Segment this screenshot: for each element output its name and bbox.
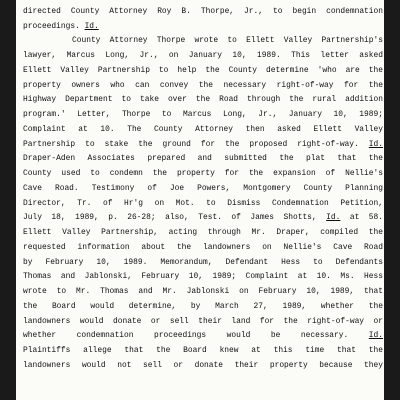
text-line: July 18, 1989, p. 26-28; also, Test. of James Shotts, Id. at 58. xyxy=(23,213,383,223)
text-line: program.' Letter, Thorpe to Marcus Long, Jr., January 10, 1989; xyxy=(23,110,383,119)
text-line: whether condemnation proceedings would be necessary. Id. xyxy=(23,331,383,341)
citation-id: Id. xyxy=(326,213,341,223)
text-line: Ellett Valley Partnership, acting through Mr. Draper, compiled the xyxy=(23,228,383,237)
text-line: wrote to Mr. Thomas and Mr. Jablonski on February 10, 1989, that xyxy=(23,287,383,296)
text-line: proceedings. Id. xyxy=(23,21,99,31)
document-page xyxy=(16,0,384,400)
text-line: County Attorney Thorpe wrote to Ellett Valley Partnership's xyxy=(72,36,383,46)
text-line: landowners would not sell or donate their property because they xyxy=(23,360,383,370)
text-line: Cave Road. Testimony of Joe Powers, Montgomery County Planning xyxy=(23,183,383,193)
text-line: lawyer, Marcus Long, Jr., on January 10, 1989. This letter asked xyxy=(23,51,383,60)
text-line: by February 10, 1989. Memorandum, Defendant Hess to Defendants xyxy=(23,257,383,267)
text-line: landowners would donate or sell their land for the right-of-way or xyxy=(23,316,383,326)
text-line: Partnership to stake the ground for the proposed right-of-way. Id. xyxy=(23,139,383,149)
citation-id: Id. xyxy=(368,139,383,149)
text-line: Director, Tr. of Hr'g on Mot. to Dismiss Condemnation Petition, xyxy=(23,198,383,208)
text-line: property owners who can convey the necessary right-of-way for the xyxy=(23,80,383,90)
citation-id: Id. xyxy=(368,331,383,341)
text-line: directed County Attorney Roy B. Thorpe, Jr., to begin condemnation xyxy=(23,6,383,16)
text-line: Plaintiffs allege that the Board knew at this time that the xyxy=(23,346,383,355)
text-line: Draper-Aden Associates prepared and submitted the plat that the xyxy=(23,154,383,164)
text-line: Ellett Valley Partnership to help the County determine 'who are the xyxy=(23,65,383,75)
text-line: Highway Department to take over the Road through the rural addition xyxy=(23,95,383,105)
text-line: Complaint at 10. The County Attorney then asked Ellett Valley xyxy=(23,124,383,134)
text-line: the Board would determine, by March 27, 1989, whether the xyxy=(23,301,383,311)
text-line: Thomas and Jablonski, February 10, 1989; Complaint at 10. Ms. Hess xyxy=(23,272,383,282)
text-line: County used to condemn the property for the expansion of Nellie's xyxy=(23,169,383,178)
citation-id: Id. xyxy=(84,21,99,31)
text-line xyxy=(23,0,383,5)
text-line: requested information about the landowners on Nellie's Cave Road xyxy=(23,242,383,252)
document-body xyxy=(23,0,383,374)
